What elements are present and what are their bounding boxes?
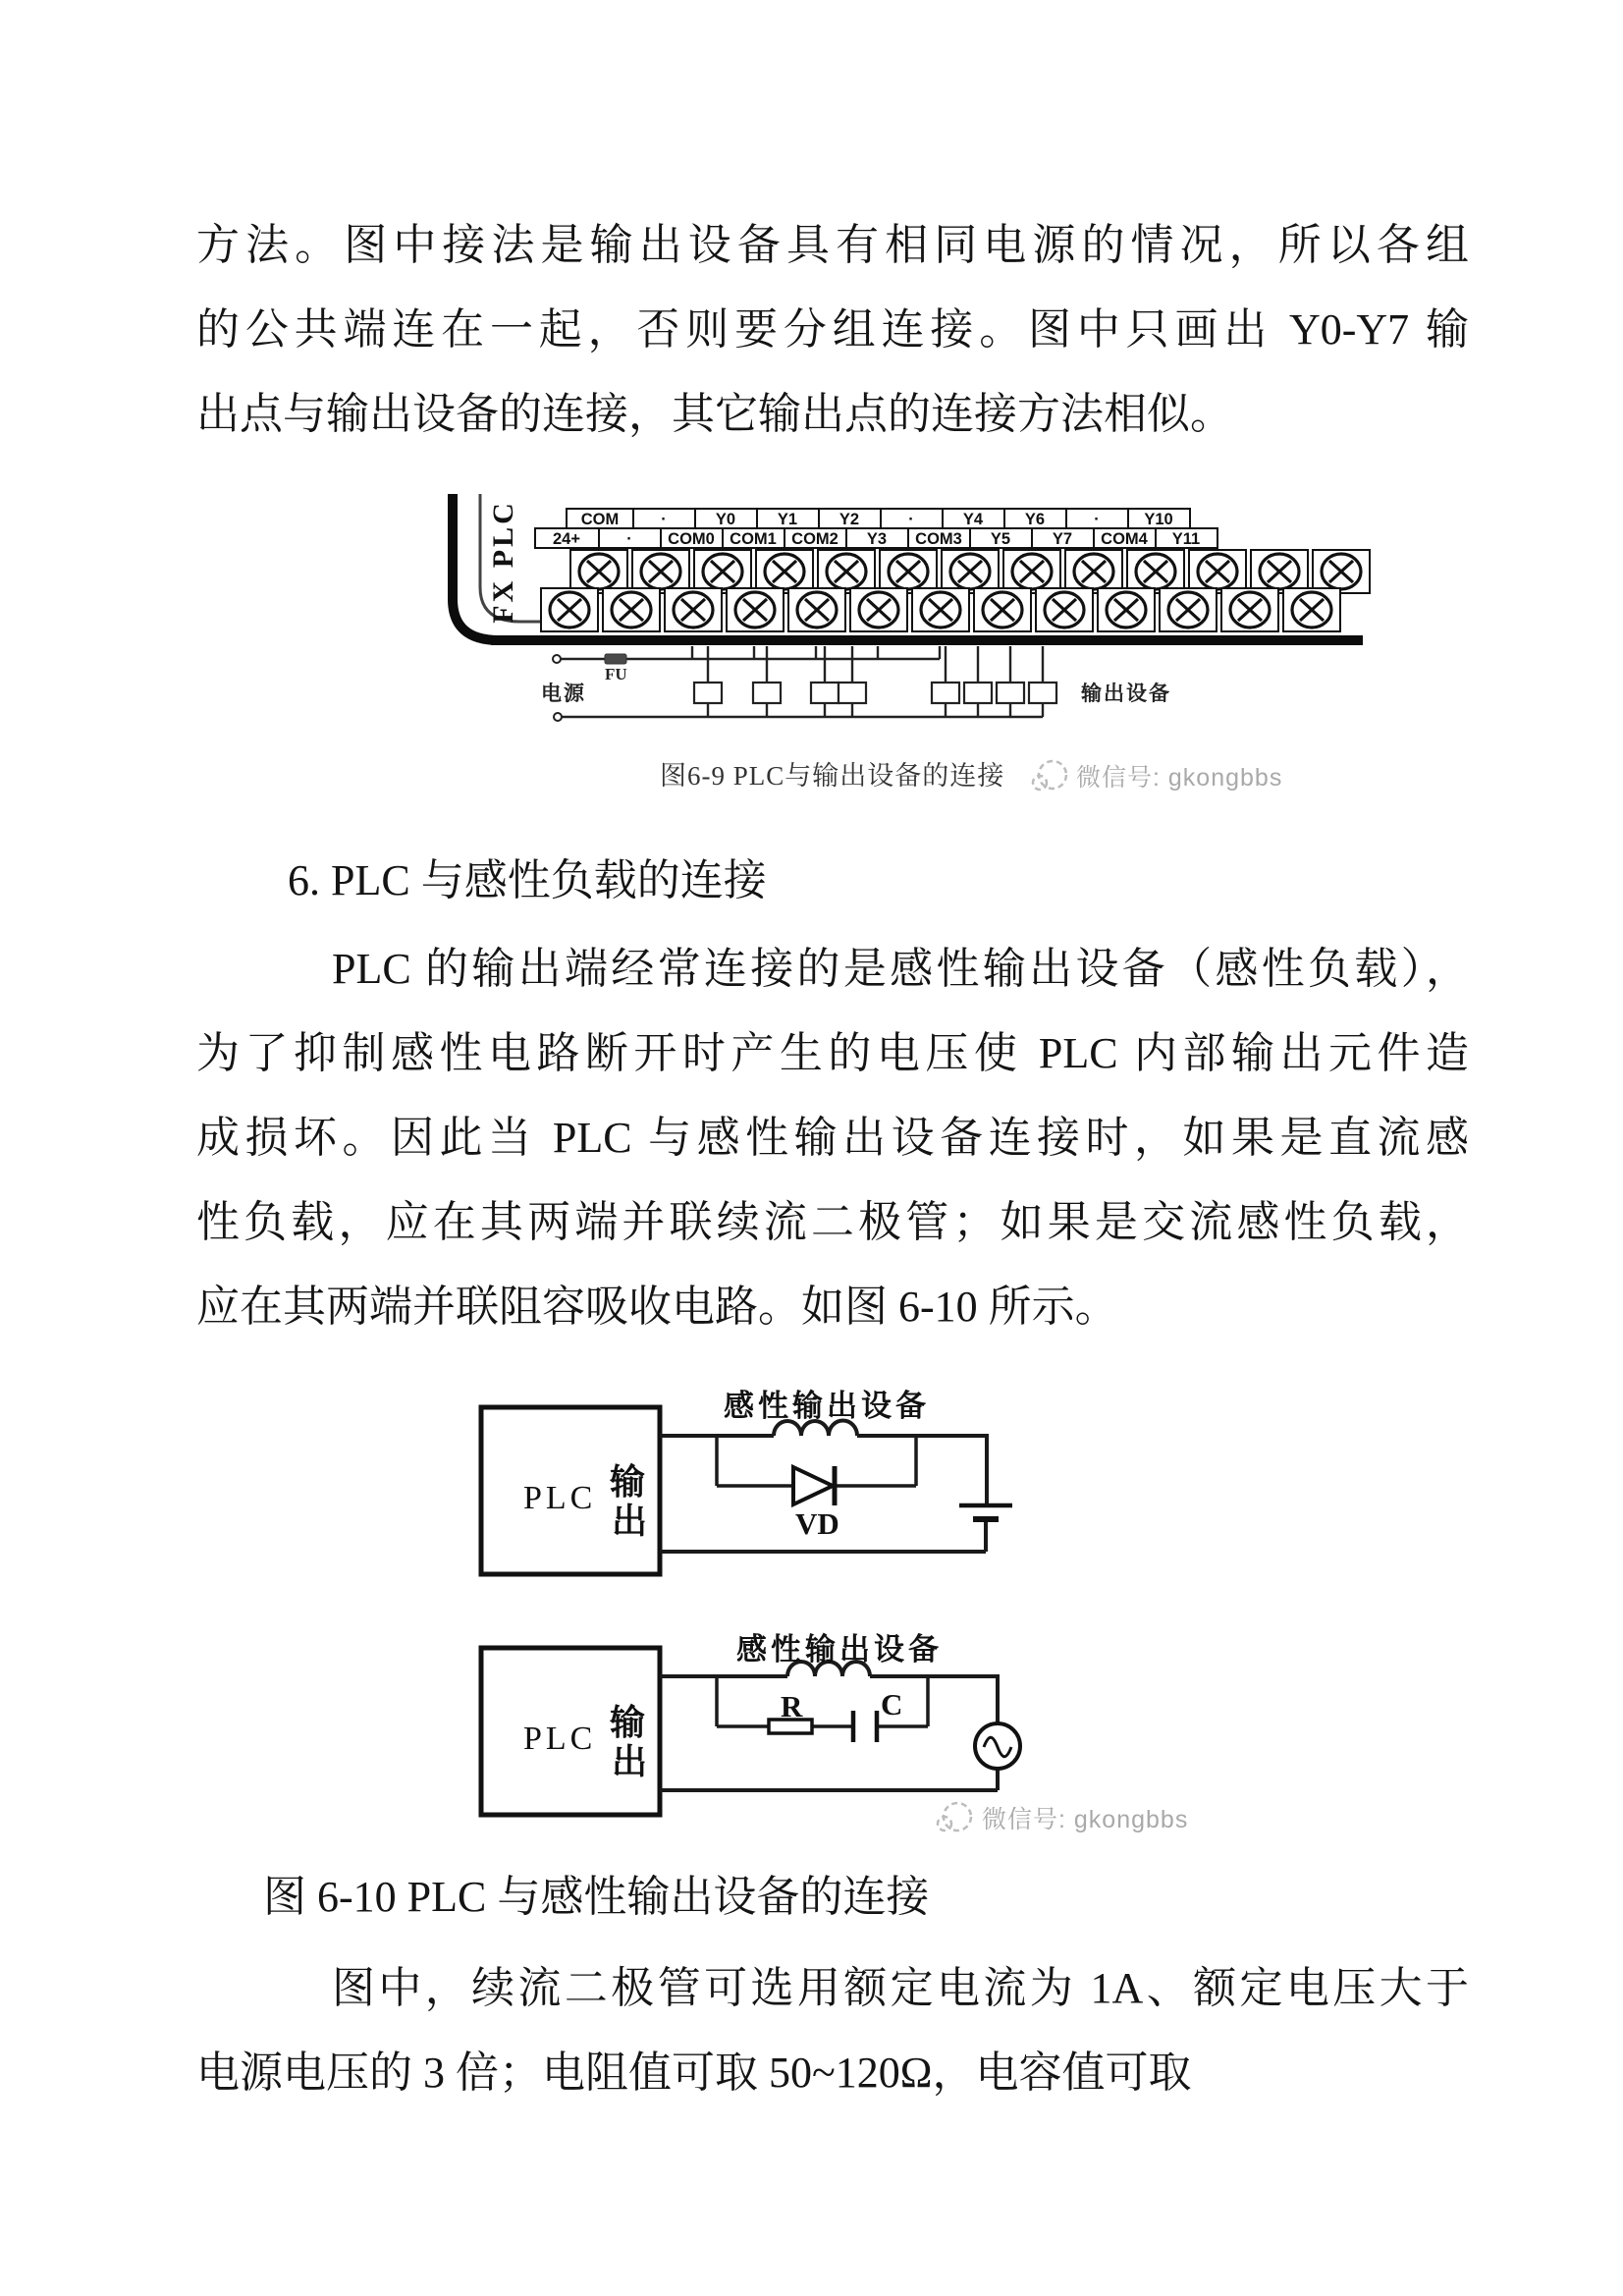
watermark-text: 微信号: gkongbbs	[1076, 764, 1283, 792]
terminal-label: Y2	[839, 511, 860, 528]
watermark-text: 微信号: gkongbbs	[982, 1806, 1189, 1833]
power-supply-label: 电源	[541, 682, 586, 705]
text-line: 的公共端连在一起，否则要分组连接。图中只画出 Y0-Y7 输	[196, 305, 1469, 354]
text-line: 方法。图中接法是输出设备具有相同电源的情况，所以各组	[196, 221, 1469, 269]
resistor-label: R	[781, 1689, 803, 1723]
terminal-label: Y1	[777, 511, 798, 528]
terminal-label: ·	[1094, 511, 1100, 528]
load-box	[1029, 683, 1056, 703]
figure-6-10-caption: 图 6-10 PLC 与感性输出设备的连接	[263, 1873, 930, 1921]
fuse-label: FU	[605, 665, 627, 683]
paragraph-3	[196, 1946, 1469, 2115]
figure-6-10-ac-diagram	[422, 1625, 1189, 1856]
capacitor-symbol	[853, 1711, 877, 1742]
battery-symbol	[959, 1505, 1012, 1519]
capacitor-label: C	[881, 1687, 903, 1722]
section-heading: 6. PLC 与感性负载的连接	[288, 856, 767, 904]
load-box	[932, 683, 959, 703]
terminal-label: Y11	[1171, 530, 1201, 548]
text-line: 出点与输出设备的连接，其它输出点的连接方法相似。	[196, 390, 1233, 438]
terminal-label: Y7	[1052, 530, 1073, 548]
diode-label: VD	[795, 1506, 839, 1541]
plc-box-label: PLC	[523, 1480, 597, 1516]
text-line: 图中，续流二极管可选用额定电流为 1A、额定电压大于	[332, 1964, 1469, 2012]
terminal-label: 24+	[553, 530, 580, 548]
load-box	[997, 683, 1024, 703]
plc-output-char: 输	[610, 1462, 646, 1502]
plc-output-char: 出	[612, 1502, 648, 1541]
power-terminal-dot	[554, 713, 562, 721]
paragraph-2	[196, 927, 1469, 1349]
inductive-load-label: 感性输出设备	[724, 1389, 930, 1423]
plc-output-char: 出	[612, 1742, 648, 1781]
terminal-label: Y5	[990, 530, 1011, 548]
power-terminal-dot	[553, 655, 561, 663]
watermark-logo-icon	[938, 1803, 971, 1831]
diode-symbol	[793, 1466, 835, 1505]
inductive-load-label: 感性输出设备	[736, 1632, 943, 1667]
screw-terminal-strip	[541, 550, 1370, 631]
terminal-label: Y3	[866, 530, 888, 548]
terminal-label: COM2	[791, 530, 839, 548]
terminal-label: COM0	[668, 530, 715, 548]
output-wiring	[553, 646, 1056, 721]
terminal-label: COM	[580, 511, 620, 528]
text-line: PLC 的输出端经常连接的是感性输出设备（感性负载），	[332, 945, 1469, 993]
terminal-label: ·	[661, 511, 667, 528]
plc-box-label: PLC	[523, 1721, 597, 1757]
terminal-label-row-top	[567, 509, 1190, 528]
figure-6-9-caption: 图6-9 PLC与输出设备的连接	[660, 761, 1005, 791]
terminal-label: COM3	[915, 530, 962, 548]
plc-side-label: FX PLC	[487, 500, 519, 624]
load-box	[811, 683, 839, 703]
text-line: 应在其两端并联阻容吸收电路。如图 6-10 所示。	[196, 1283, 1118, 1331]
circuit-wires	[660, 1662, 998, 1790]
figure-6-9-plc-output-wiring-diagram	[432, 489, 1375, 800]
terminal-label: Y6	[1024, 511, 1046, 528]
terminal-label: ·	[626, 530, 632, 548]
load-box	[694, 683, 722, 703]
text-line: 为了抑制感性电路断开时产生的电压使 PLC 内部输出元件造	[196, 1029, 1469, 1077]
text-line: 电源电压的 3 倍；电阻值可取 50~120Ω，电容值可取	[196, 2049, 1192, 2097]
text-line: 成损坏。因此当 PLC 与感性输出设备连接时，如果是直流感	[196, 1114, 1469, 1162]
paragraph-1	[196, 203, 1469, 457]
load-box	[839, 683, 866, 703]
terminal-label: Y0	[715, 511, 736, 528]
load-box	[753, 683, 781, 703]
terminal-label: COM4	[1101, 530, 1148, 548]
terminal-label: COM1	[730, 530, 777, 548]
figure-6-10-dc-diagram	[422, 1383, 1036, 1586]
plc-output-char: 输	[610, 1703, 646, 1742]
output-device-label: 输出设备	[1081, 682, 1171, 705]
ac-source-symbol	[975, 1723, 1020, 1769]
terminal-label: Y10	[1144, 511, 1173, 528]
terminal-label: Y4	[962, 511, 984, 528]
watermark-logo-icon	[1033, 761, 1066, 790]
text-line: 性负载，应在其两端并联续流二极管；如果是交流感性负载，	[196, 1198, 1469, 1246]
terminal-label-row-bottom	[535, 528, 1217, 548]
fuse-symbol	[605, 654, 626, 664]
terminal-label: ·	[908, 511, 914, 528]
load-box	[964, 683, 992, 703]
